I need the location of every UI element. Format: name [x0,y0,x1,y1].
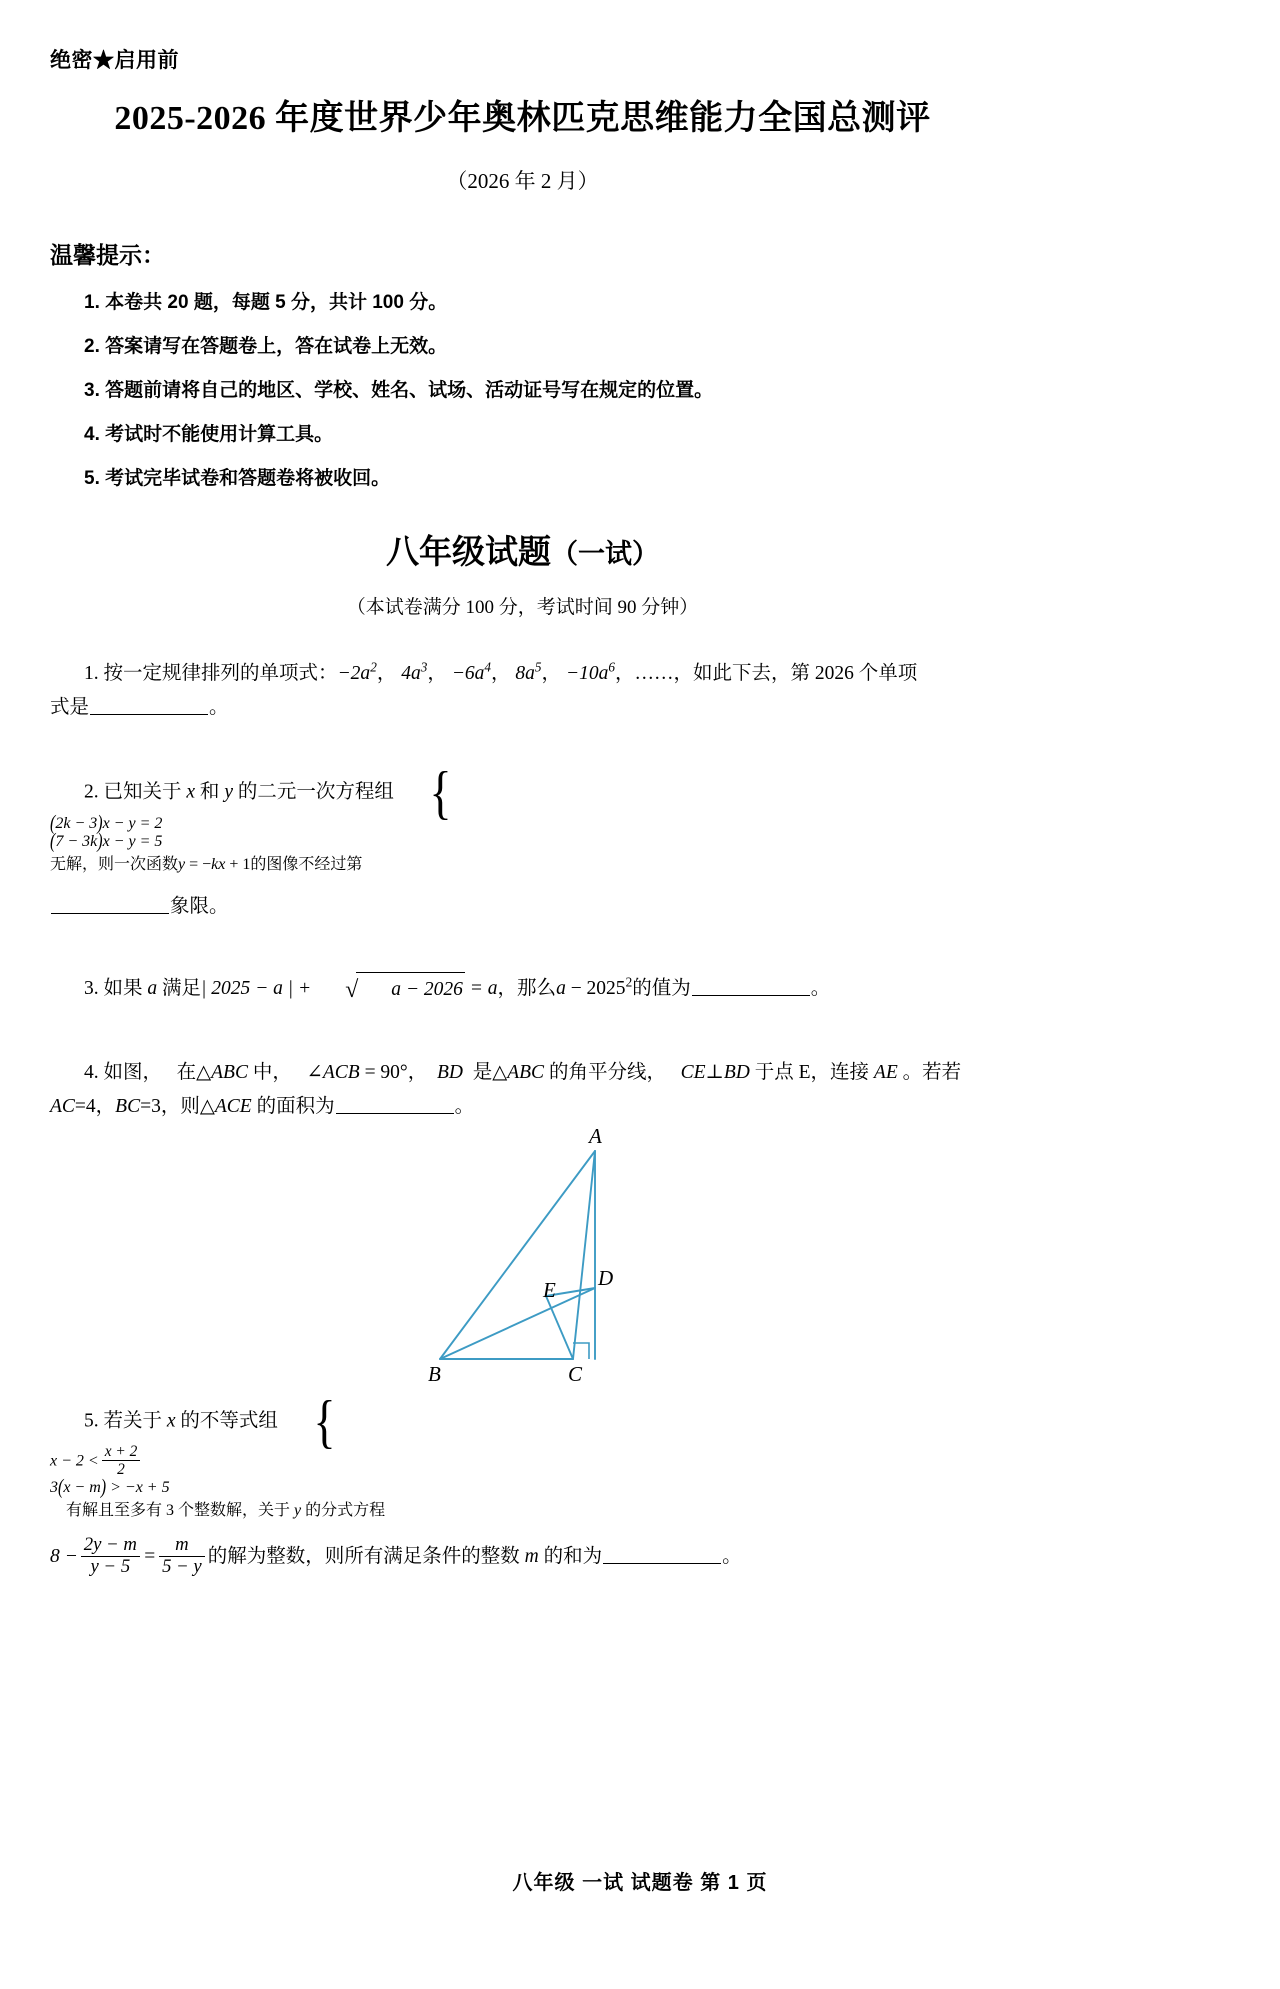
triangle-diagram-svg [360,1123,720,1394]
question-5-text-e: 的解为整数，则所有满足条件的整数 [207,1546,520,1568]
q2-equation-1: (2k − 3)x − y = 2 [50,812,163,836]
question-5 [50,1387,995,1579]
question-4-text-e: 。若 [902,1061,942,1083]
question-5-text-f: 的和为 [543,1546,603,1568]
figure-label-D: D [598,1265,614,1290]
list-item: 2. 答案请写在答题卷上，答在试卷上无效。 [84,336,448,357]
q4-period: 。 [454,1095,475,1117]
question-3-text-b: 满足 [162,978,202,1000]
question-2-text-b: 的二元一次方程组 [237,781,394,803]
question-3-text-c: ，那么 [497,978,557,1000]
question-4-line2: AC=4，BC=3，则△ACE 的面积为 。 [50,1090,995,1124]
question-5-line2 [50,1536,995,1579]
question-1 [50,657,995,725]
q3-var-a: a [147,978,158,1000]
answer-blank[interactable] [603,1544,721,1565]
q3-expression: | 2025 − a | + √ a − 2026 = a [201,978,498,999]
question-2-number: 2. [84,781,99,803]
q5-inequality-1: x − 2 < $\frac{x + 2}{2}$ [50,1444,995,1479]
question-1-text-b: 如此下去，第 2026 个单项 [693,663,918,684]
q4-seg-bd: BD [436,1061,463,1083]
q3-expression-2: a [556,978,566,1000]
page-footer: 八年级 一试 试题卷 第 1 页 [512,1872,768,1894]
segment-BD [440,1288,595,1359]
figure-label-C: C [568,1361,583,1386]
geometry-figure [50,1123,995,1394]
question-5-text-b: 的不等式组 [180,1410,278,1432]
q4-given: AC [50,1095,75,1117]
question-4-text-c: 是△ABC 的角平分线， [472,1061,666,1083]
question-4-text-d: 于点 E，连接 [754,1061,870,1083]
q1-term-4: $-10a^6$ [565,659,615,684]
answer-blank[interactable] [336,1093,454,1114]
answer-blank[interactable] [692,976,810,997]
question-1-line2 [50,691,995,725]
grade-title-round: （一试） [551,539,659,569]
question-4-text: 4. 如图， 在△ABC 中， ∠ACB = 90°， BD 是△ABC 的角平分线， CE⊥BD 于点 E，连接 AE 。若若 [84,1061,962,1083]
q1-ellipsis: ……， [634,663,693,684]
q2-var-x: x [186,781,196,803]
question-3 [50,972,995,1007]
q2-function: y [178,856,186,874]
q2-and: 和 [199,781,220,803]
question-5-text-a: 若关于 [103,1410,163,1432]
question-1-text-a: 按一定规律排列的单项式： [103,663,338,684]
question-4-text-f: 则△ACE 的面积为 [180,1095,335,1117]
segment-CE [546,1296,573,1359]
q1-term-0: $-2a^2$ [337,659,377,684]
question-2-text-d: 的图像不经过第 [250,856,363,874]
question-2-text-a: 已知关于 [103,781,182,803]
figure-label-A: A [589,1123,602,1148]
q1-term-2: $-6a^4$ [451,659,492,684]
question-3-text-a: 如果 [103,978,143,1000]
segment-AB [440,1151,595,1359]
q2-equation-system [396,759,460,826]
secret-notice: 绝密★启用前 [50,49,179,72]
q2-var-y: y [224,781,233,803]
question-2-line2 [50,890,995,924]
q4-perp: CE [680,1061,706,1083]
question-3-text: 3. 如果 a 满足| 2025 − a | + √ a − 2026 = a，那么$a - 2025^2$的值为 。 [50,972,995,1007]
question-2: 2. 已知关于 x 和 y 的二元一次方程组 { (2k − 3)x − y = 2 (7 − 3k)x − y = 5 无解，则一次函数y = −kx + 1的图像不经过第 象限。 [50,771,995,924]
grade-title [50,526,995,573]
list-item: 4. 考试时不能使用计算工具。 [84,424,334,445]
figure-label-E: E [543,1277,556,1302]
answer-blank[interactable] [90,695,208,716]
grade-title-main: 八年级试题 [386,535,551,571]
q1-period: 。 [209,697,229,719]
exam-date: （2026 年 2 月） [446,169,599,193]
question-1-number: 1. [84,663,99,684]
figure-label-B: B [428,1361,441,1386]
tips-heading: 温馨提示： [50,242,165,268]
right-angle-mark [573,1343,589,1359]
q4-angle: ∠ACB = 90°， [306,1061,428,1083]
question-3-text-d: 的值为 [632,978,691,1000]
q1-term-3: $8a^5$ [515,659,542,684]
question-4-text-a: 如图， [103,1061,163,1083]
question-4 [50,1056,995,1394]
q5-frac-equation: 8 − $\frac{2y - m}{y - 5}$ = $\frac{m}{5 - y}$ [50,1546,208,1567]
q5-period: 。 [722,1546,742,1568]
list-item: 3. 答题前请将自己的地区、学校、姓名、试场、活动证号写在规定的位置。 [84,380,714,401]
page-title: 2025-2026 年度世界少年奥林匹克思维能力全国总测评 [114,100,931,137]
q3-period: 。 [810,978,831,1000]
q5-inequality-2: 3(x − m) > −x + 5 [50,1475,170,1499]
exam-note: （本试卷满分 100 分，考试时间 90 分钟） [346,597,699,618]
q2-equation-2: (7 − 3k)x − y = 5 [50,830,163,854]
left-brace: { [429,759,452,826]
question-2-text-c: 无解，则一次函数 [50,856,179,874]
question-4-number: 4. [84,1061,99,1083]
q5-inequality-system [280,1387,344,1454]
question-5-number: 5. [84,1410,99,1432]
answer-blank[interactable] [51,894,169,915]
question-1-text-c: 式是 [50,697,90,719]
page-content [50,44,995,1579]
q4-seg-ae: AE [873,1061,898,1083]
q5-var-m: m [524,1546,539,1568]
q5-var-x: x [166,1410,176,1432]
list-item: 1. 本卷共 20 题，每题 5 分，共计 100 分。 [84,292,448,313]
question-5-text [50,1387,995,1454]
question-5-text-d: 的分式方程 [305,1502,386,1520]
question-1-text: 1. 按一定规律排列的单项式：$-2a^2$， $4a^3$， $-6a^4$， $8a^5$， $-10a^6$，……，如此下去，第 2026 个单项 [84,659,918,684]
question-5-text-c: 有解且至多有 3 个整数解，关于 [66,1502,291,1520]
q1-term-1: $4a^3$ [401,659,428,684]
left-brace: { [313,1387,336,1454]
tips-list [50,287,995,490]
question-2-text-e: 象限。 [170,896,229,918]
q5-var-y: y [294,1502,302,1520]
question-3-number: 3. [84,978,99,1000]
question-4-text-b: 在△ABC 中， [176,1061,292,1083]
list-item: 5. 考试完毕试卷和答题卷将被收回。 [84,468,391,489]
